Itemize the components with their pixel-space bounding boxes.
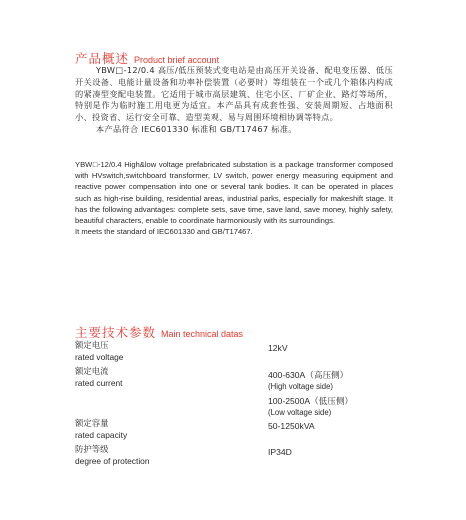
- spec-rated-capacity-en: rated capacity: [75, 429, 128, 440]
- spec-rated-voltage-cn: 额定电压: [75, 340, 109, 350]
- spec-rated-current-lv-value: 100-2500A（低压侧）: [268, 396, 354, 406]
- specs-heading: [75, 323, 243, 341]
- overview-chinese-text: [75, 65, 393, 136]
- spec-rated-current-hv-value: 400-630A（高压侧）: [268, 370, 349, 380]
- spec-rated-capacity-cn: 额定容量: [75, 418, 109, 428]
- specs-title-en: Main technical datas: [161, 329, 244, 339]
- overview-cn-paragraph-2: 本产品符合 IEC601330 标准和 GB/T17467 标准。: [96, 123, 297, 134]
- spec-rated-current-hv-note: (High voltage side): [268, 382, 334, 391]
- spec-value-protection: IP34D: [268, 447, 292, 457]
- overview-en-paragraph-2: It meets the standard of IEC601330 and GB/T17467.: [75, 227, 253, 237]
- spec-label-rated-current: [75, 366, 122, 389]
- overview-title-en: Product brief account: [134, 55, 220, 65]
- specs-title-cn: 主要技术参数: [75, 325, 157, 340]
- overview-cn-paragraph-1: YBW□-12/0.4 高压/低压预装式变电站是由高压开关设备、配电变压器、低压开关设备、电能计量设备和功率补偿装置（必要时）等组装在一个或几个箱体内构成的紧凑型变配电装置。它适用于城市高层建筑、住宅小区、厂矿企业、路灯等场所，特别是作为临时施工用电更为适宜。本产品具有成套性强、安装周期短、占地面积小、投资省、运行安全可靠、造型美观、易与周围环境相协调等特点。: [75, 65, 393, 123]
- overview-english-text: [75, 159, 393, 237]
- spec-value-rated-current-hv: [268, 370, 348, 392]
- spec-value-rated-capacity: 50-1250kVA: [268, 421, 315, 431]
- spec-value-rated-current-lv: [268, 396, 353, 418]
- spec-rated-voltage-en: rated voltage: [75, 351, 124, 362]
- spec-value-rated-voltage: 12kV: [268, 343, 288, 353]
- overview-title-cn: 产品概述: [75, 51, 130, 66]
- spec-protection-cn: 防护等级: [75, 444, 109, 454]
- spec-protection-en: degree of protection: [75, 455, 150, 466]
- spec-rated-current-cn: 额定电流: [75, 366, 109, 376]
- spec-rated-current-en: rated current: [75, 377, 123, 388]
- spec-label-rated-voltage: [75, 340, 123, 363]
- spec-label-rated-capacity: [75, 418, 127, 441]
- spec-rated-current-lv-note: (Low voltage side): [268, 408, 332, 417]
- overview-en-paragraph-1: YBW□-12/0.4 High&low voltage prefabricated substation is a package transformer composed with HVswitch,switchboard transformer, LV switch, power energy measuring equipment and reactive power compensation into one or several tank bodies. It can be operated in places such as high-rise building, residential areas, industrial parks, especially for makeshift stage. It has the following advantages: complete sets, save time, save land, save money, highly safety, beautiful characters, enable to coordinate harmoniously with its surroundings.: [75, 160, 393, 226]
- spec-label-protection: [75, 444, 150, 467]
